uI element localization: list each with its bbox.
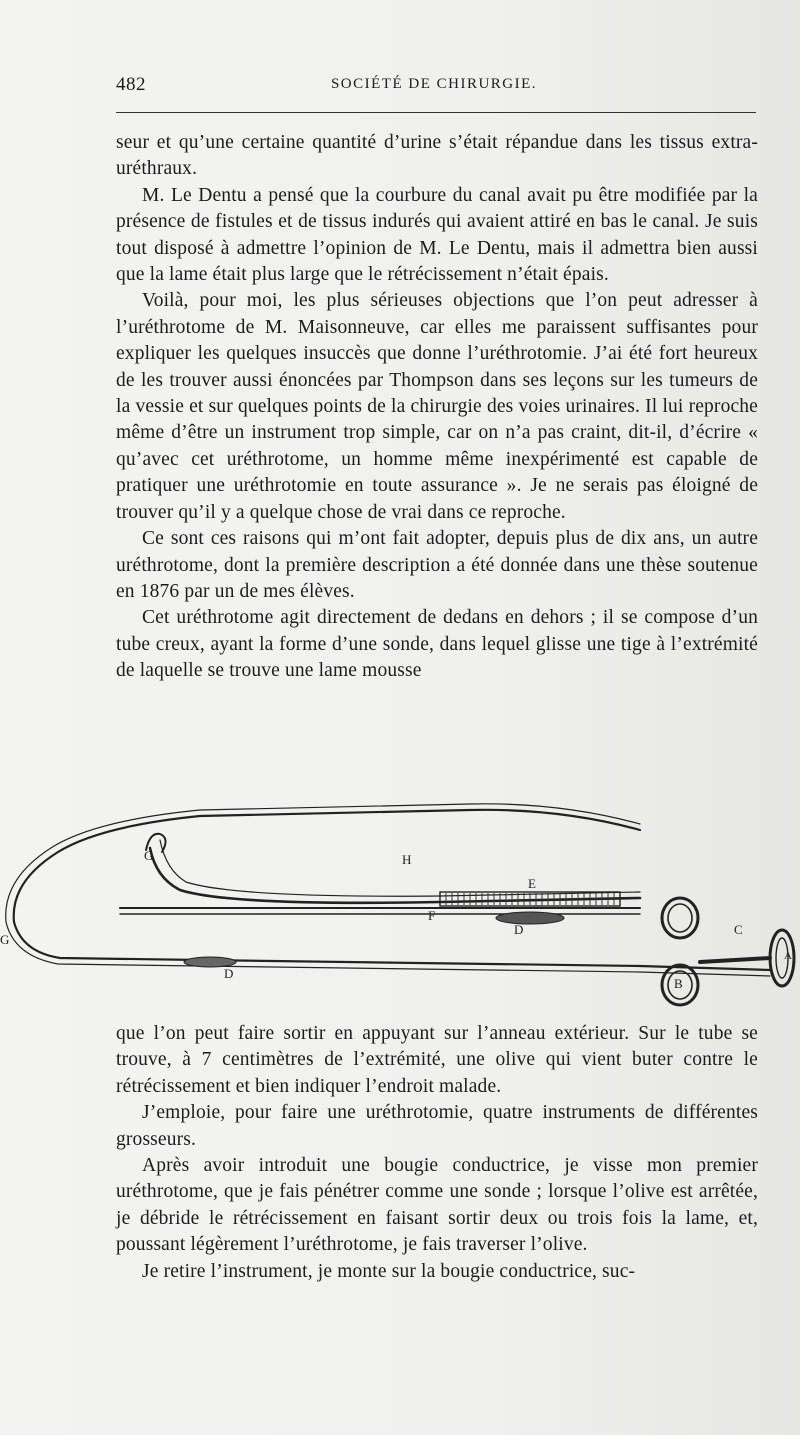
- header-rule: [116, 112, 756, 113]
- figure-label-c: C: [734, 922, 743, 937]
- page-header: [116, 74, 752, 102]
- paragraph: Après avoir introduit une bougie conductrice, je visse mon premier uréthrotome, que je fais pénétrer comme une sonde ; lorsque l’olive est arrêtée, je débride le rétrécissement en faisant sortir deux ou trois fois la lame, et, poussant légèrement l’uréthrotome, je fais traverser l’olive.: [116, 1155, 758, 1256]
- figure-label-d-bottom: D: [224, 966, 234, 981]
- paragraph: Je retire l’instrument, je monte sur la bougie conductrice, suc-: [142, 1260, 636, 1282]
- running-head: SOCIÉTÉ DE CHIRURGIE.: [330, 76, 538, 92]
- figure-label-g-top: G: [144, 848, 154, 863]
- figure-label-d-mid: D: [514, 922, 524, 937]
- paragraph: Voilà, pour moi, les plus sérieuses objections que l’on peut adresser à l’uréthrotome de M. Maisonneuve, car elles me paraissent suffisantes pour expliquer les quelques insuccès que donne l’uréthrotomie. J’ai été fort heureux de les trouver aussi énoncées par Thompson dans ses leçons sur les tumeurs de la vessie et sur quelques points de la chirurgie des voies urinaires. Il lui reproche même d’être un instrument trop simple, car on n’a pas craint, dit-il, d’écrire « qu’avec cet uréthrotome, un homme même inexpérimenté est capable de pratiquer une uréthrotomie en toute assurance ». Je ne serais pas éloigné de trouver qu’il y a quelque chose de vrai dans ce reproche.: [116, 290, 758, 523]
- urethrotome-figure: [0, 790, 800, 1020]
- paragraph: Ce sont ces raisons qui m’ont fait adopter, depuis plus de dix ans, un autre uréthrotome, dont la première description a été donnée dans une thèse soutenue en 1876 par un de mes élèves.: [116, 528, 758, 602]
- figure-label-b: B: [674, 976, 683, 991]
- figure-label-e: E: [528, 876, 536, 891]
- paragraph: Cet uréthrotome agit directement de dedans en dehors ; il se compose d’un tube creux, ayant la forme d’une sonde, dans lequel glisse une tige à l’extrémité de laquelle se trouve une lame mousse: [116, 607, 758, 682]
- text-block-top: [116, 130, 758, 685]
- paragraph: seur et qu’une certaine quantité d’urine s’était répandue dans les tissus extra-uréthraux.: [116, 132, 758, 180]
- paragraph: J’emploie, pour faire une uréthrotomie, quatre instruments de différentes grosseurs.: [116, 1102, 758, 1150]
- figure-label-h: H: [402, 852, 412, 867]
- figure-label-g-left: G: [0, 932, 10, 947]
- paragraph: M. Le Dentu a pensé que la courbure du canal avait pu être modifiée par la présence de fistules et de tissus indurés qui avaient attiré en bas le canal. Je suis tout disposé à admettre l’opinion de M. Le Dentu, mais il admettra bien aussi que la lame était plus large que le rétrécissement n’était épais.: [116, 184, 758, 286]
- figure-label-f: F: [428, 908, 436, 923]
- figure-label-a: A: [784, 950, 792, 962]
- text-block-bottom: [116, 1021, 758, 1285]
- page-number: 482: [116, 74, 146, 95]
- paragraph: que l’on peut faire sortir en appuyant sur l’anneau extérieur. Sur le tube se trouve, à 7 centimètres de l’extrémité, une olive qui vient buter contre le rétrécissement et bien indiquer l’endroit malade.: [116, 1023, 758, 1097]
